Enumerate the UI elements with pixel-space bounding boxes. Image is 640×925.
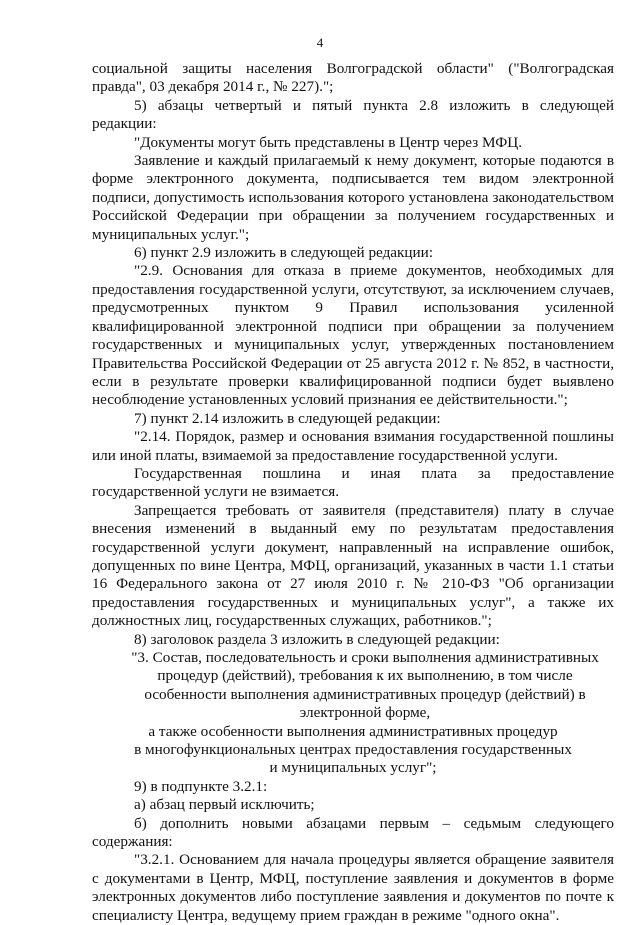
paragraph: в многофункциональных центрах предоставления государственных (134, 741, 572, 759)
paragraph: 8) заголовок раздела 3 изложить в следующей редакции: (134, 630, 500, 648)
paragraph: "2.9. Основания для отказа в приеме документов, необходимых для предоставления государственной услуги, отсутствуют, за исключением случаев, предусмотренных пунктом 9 Правил использования усиленной квалифицированной электронной подписи при обращении за получением государственных и муниципальных услуг, утвержденных постановлением Правительства Российской Федерации от 25 августа 2012 г. № 852, в частности, если в результате проверки квалифицированной подписи будет выявлено несоблюдение установленных условий признания ее действительности."; (92, 262, 614, 409)
paragraph: социальной защиты населения Волгоградской области" ("Волгоградская правда", 03 декабря 2014 г., № 227)."; (92, 60, 614, 96)
paragraph: 9) в подпункте 3.2.1: (134, 777, 268, 795)
paragraph: Заявление и каждый прилагаемый к нему документ, которые подаются в форме электронного документа, подписывается тем видом электронной подписи, допустимость использования которого установлена законодательством Российской Федерации при обращении за получением государственных и муниципальных услуг."; (92, 152, 614, 243)
paragraph: Запрещается требовать от заявителя (представителя) плату в случае внесения изменений в выданный ему по результатам предоставления государственной услуги документ, направленный на исправление ошибок, допущенных по вине Центра, МФЦ, организаций, указанных в части 1.1 статьи 16 Федерального закона от 27 июля 2010 г. № 210-ФЗ "Об организации предоставления государственных и муниципальных услуг", а также их должностных лиц, государственных служащих, работников."; (92, 501, 614, 630)
paragraph: а) абзац первый исключить; (134, 796, 315, 814)
paragraph: "2.14. Порядок, размер и основания взимания государственной пошлины или иной платы, взимаемой за предоставление государственной услуги. (92, 428, 614, 464)
paragraph: а также особенности выполнения административных процедур (148, 722, 558, 740)
paragraph: 6) пункт 2.9 изложить в следующей редакции: (134, 244, 434, 262)
paragraph: Государственная пошлина и иная плата за предоставление государственной услуги не взимается. (92, 464, 614, 501)
paragraph: "3.2.1. Основанием для начала процедуры является обращение заявителя с документами в Центр, МФЦ, поступление заявления и документов в форме электронных документов либо поступление заявления и документов по почте к специалисту Центра, ведущему прием граждан в режиме "одного окна". (92, 851, 614, 924)
paragraph: б) дополнить новыми абзацами первым – седьмым следующего содержания: (92, 814, 614, 851)
paragraph: "3. Состав, последовательность и сроки выполнения административных процедур (действий), требования к их выполнению, в том числе особенности выполнения административных процедур (действий) в электронной форме, (131, 649, 599, 722)
paragraph: "Документы могут быть представлены в Центр через МФЦ. (134, 133, 523, 151)
page-number: 4 (316, 35, 324, 50)
paragraph: и муниципальных услуг"; (269, 759, 437, 777)
document-body (92, 60, 614, 925)
paragraph: 5) абзацы четвертый и пятый пункта 2.8 изложить в следующей редакции: (92, 96, 614, 133)
paragraph: 7) пункт 2.14 изложить в следующей редакции: (134, 409, 441, 427)
